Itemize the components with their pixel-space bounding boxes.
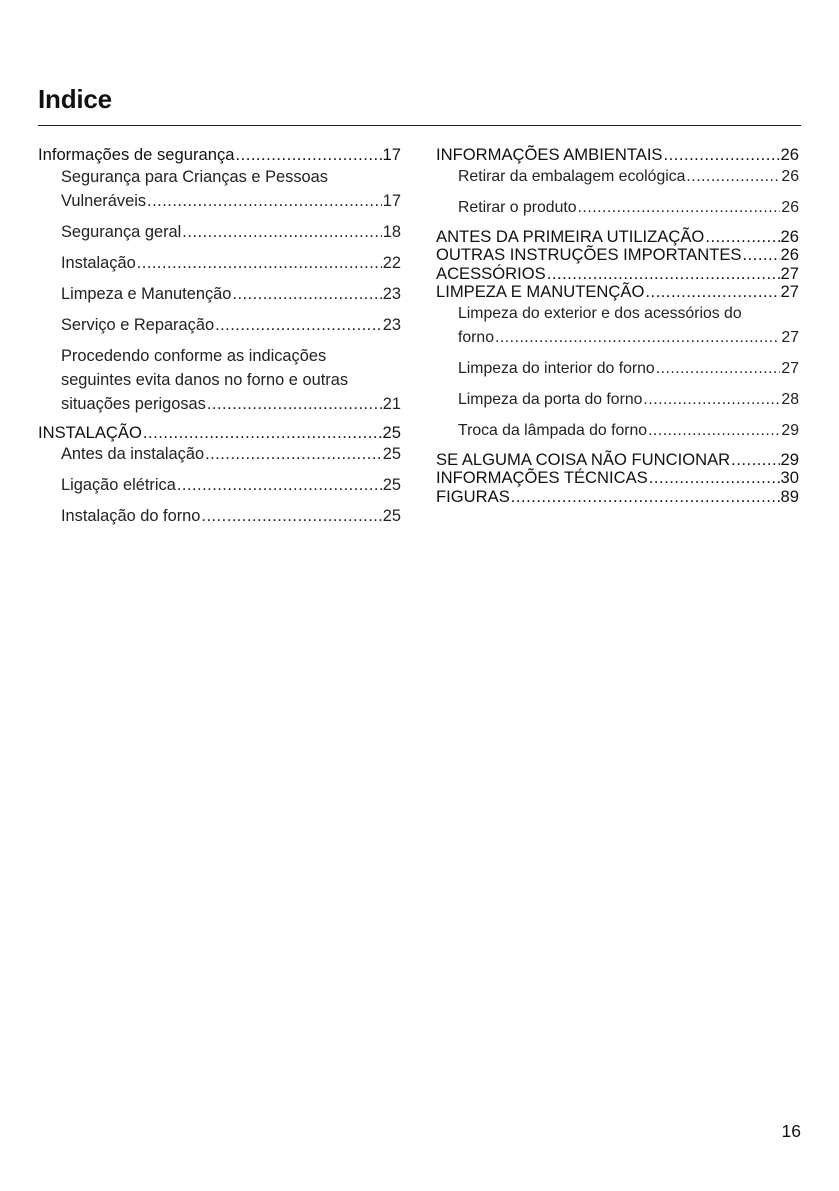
toc-entry-page: 17 [382, 191, 401, 210]
toc-column-right [436, 146, 799, 506]
toc-entry-page: 27 [781, 359, 799, 377]
toc-entry-title: LIMPEZA E MANUTENÇÃO [436, 282, 645, 301]
dot-leader [201, 504, 381, 528]
toc-entry-title: INFORMAÇÕES TÉCNICAS [436, 468, 648, 487]
dot-leader [643, 388, 780, 412]
toc-entry-page: 26 [780, 226, 799, 246]
toc-entry-page: 23 [382, 315, 401, 334]
toc-subsection[interactable] [38, 251, 401, 275]
toc-entry-title: ANTES DA PRIMEIRA UTILIZAÇÃO [436, 226, 705, 246]
toc-entry-page: 17 [382, 145, 401, 164]
toc-entry-page: 26 [781, 198, 799, 216]
toc-entry-page: 26 [780, 145, 799, 164]
toc-entry-page: 21 [382, 394, 401, 413]
toc-subsection[interactable] [38, 504, 401, 528]
toc-entry-title: INFORMAÇÕES AMBIENTAIS [436, 145, 663, 164]
toc-entry-page: 29 [780, 449, 799, 469]
toc-section[interactable] [436, 283, 799, 302]
dot-leader [147, 189, 382, 213]
dot-leader [143, 424, 382, 443]
toc-entry-page: 25 [382, 476, 401, 494]
toc-subsection[interactable] [436, 388, 799, 412]
toc-entry-page: 26 [781, 167, 799, 185]
toc-entry-title: forno [458, 328, 495, 346]
toc-subsection[interactable] [38, 442, 401, 466]
dot-leader [182, 220, 381, 244]
dot-leader [207, 392, 382, 416]
toc-entry-page: 18 [382, 222, 401, 241]
toc-entry-text: Procedendo conforme as indicações [61, 346, 327, 365]
toc-subsection[interactable] [38, 165, 401, 213]
dot-leader [664, 146, 780, 165]
toc-entry-page: 27 [780, 263, 799, 283]
toc-entry-title: Retirar da embalagem ecológica [458, 167, 686, 185]
toc-entry-page: 26 [780, 245, 799, 264]
dot-leader [656, 357, 781, 381]
dot-leader [705, 228, 779, 247]
toc-subsection[interactable] [38, 473, 401, 497]
toc-section[interactable] [38, 424, 401, 443]
toc-subsection[interactable] [436, 196, 799, 220]
dot-leader [578, 196, 781, 220]
toc-entry-page: 25 [382, 422, 401, 442]
toc-entry-page: 27 [780, 282, 799, 301]
toc-entry-title: Instalação do forno [61, 507, 201, 525]
toc-entry-title: Vulneráveis [61, 191, 147, 210]
toc-entry-title: Informações de segurança [38, 145, 235, 164]
toc-entry-title: Troca da lâmpada do forno [458, 421, 648, 439]
dot-leader [215, 313, 382, 337]
dot-leader [177, 473, 382, 497]
toc-section[interactable] [436, 469, 799, 488]
dot-leader [649, 469, 780, 488]
toc-entry-page: 22 [382, 253, 401, 272]
toc-entry-text: Segurança para Crianças e Pessoas [61, 167, 328, 186]
toc-entry-title: Retirar o produto [458, 198, 577, 216]
toc-section[interactable] [436, 451, 799, 470]
toc-entry-page: 89 [780, 486, 799, 506]
toc-entry-title: Serviço e Reparação [61, 315, 215, 334]
title-divider [38, 125, 801, 126]
toc-entry-title: Ligação elétrica [61, 476, 176, 494]
toc-subsection[interactable] [436, 165, 799, 189]
toc-section[interactable] [436, 488, 799, 507]
toc-subsection[interactable] [38, 313, 401, 337]
toc-subsection[interactable] [436, 302, 799, 350]
toc-entry-title: ACESSÓRIOS [436, 263, 546, 283]
toc-entry-title: situações perigosas [61, 394, 206, 413]
toc-entry-title: SE ALGUMA COISA NÃO FUNCIONAR [436, 449, 731, 469]
toc-entry-title: INSTALAÇÃO [38, 422, 142, 442]
toc-entry-page: 28 [781, 390, 799, 408]
dot-leader [232, 282, 381, 306]
toc-section[interactable] [436, 265, 799, 284]
toc-subsection[interactable] [436, 419, 799, 443]
dot-leader [686, 165, 780, 189]
toc-entry-title: Limpeza do interior do forno [458, 359, 655, 377]
toc-entry-title: FIGURAS [436, 486, 510, 506]
toc-entry-page: 23 [382, 284, 401, 303]
toc-entry-text: seguintes evita danos no forno e outras [61, 370, 349, 389]
toc-entry-page: 30 [780, 468, 799, 487]
toc-entry-title: Antes da instalação [61, 445, 205, 463]
dot-leader [511, 488, 780, 507]
dot-leader [235, 146, 381, 165]
toc-entry-title: Segurança geral [61, 222, 182, 241]
toc-column-left [38, 146, 401, 528]
toc-entry-title: Limpeza da porta do forno [458, 390, 643, 408]
toc-entry-title: Instalação [61, 253, 136, 272]
dot-leader [731, 451, 779, 470]
dot-leader [742, 246, 779, 265]
page-title: Indice [38, 84, 112, 114]
toc-entry-text: Limpeza do exterior e dos acessórios do [458, 304, 742, 322]
toc-subsection[interactable] [38, 282, 401, 306]
page-number: 16 [781, 1121, 801, 1141]
toc-section[interactable] [436, 246, 799, 265]
toc-subsection[interactable] [436, 357, 799, 381]
toc-section[interactable] [436, 146, 799, 165]
toc-section[interactable] [38, 146, 401, 165]
toc-entry-title: OUTRAS INSTRUÇÕES IMPORTANTES [436, 245, 742, 264]
dot-leader [205, 442, 382, 466]
dot-leader [648, 419, 780, 443]
dot-leader [645, 283, 779, 302]
toc-entry-page: 27 [781, 328, 799, 346]
toc-entry-page: 25 [382, 507, 401, 525]
toc-section[interactable] [436, 228, 799, 247]
toc-subsection[interactable] [38, 220, 401, 244]
dot-leader [547, 265, 780, 284]
dot-leader [137, 251, 382, 275]
toc-entry-title: Limpeza e Manutenção [61, 284, 232, 303]
dot-leader [495, 326, 780, 350]
toc-entry-page: 25 [382, 445, 401, 463]
toc-subsection[interactable] [38, 344, 401, 416]
toc-entry-page: 29 [781, 421, 799, 439]
